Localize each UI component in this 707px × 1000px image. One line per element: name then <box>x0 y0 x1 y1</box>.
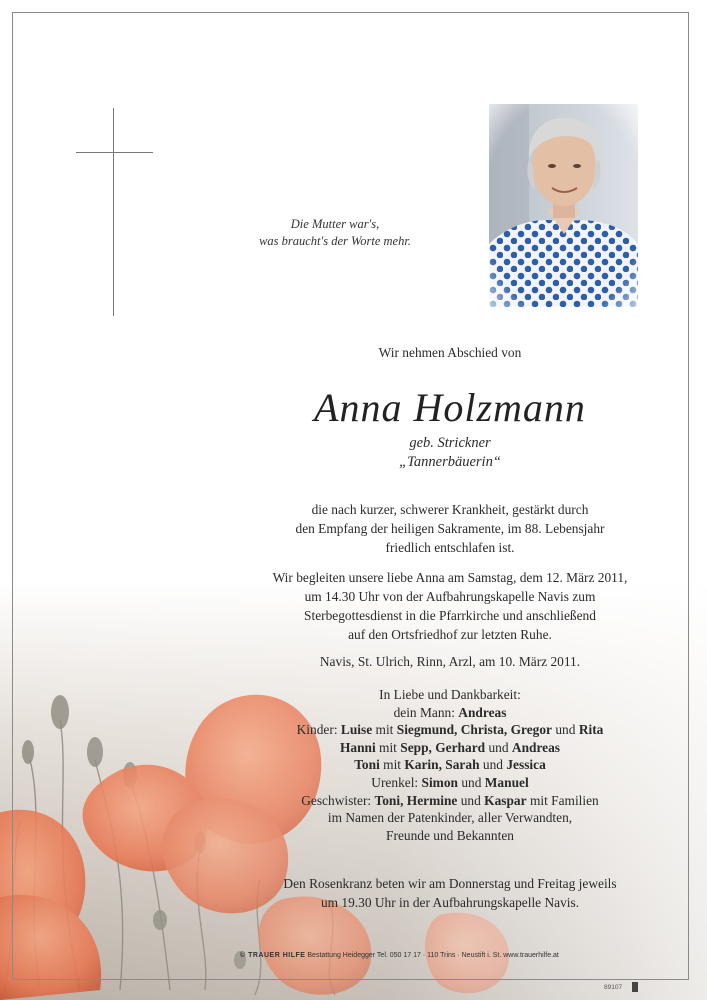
paragraph-line: Wir begleiten unsere liebe Anna am Samstag, dem 12. März 2011, <box>272 570 628 585</box>
partner-name-last: Jessica <box>506 757 546 773</box>
with-word: mit <box>383 757 402 773</box>
cross-vertical <box>113 108 114 316</box>
husband-prefix: dein Mann: <box>393 704 455 720</box>
family-children-line <box>200 721 700 739</box>
child-name: Hanni <box>339 739 376 755</box>
partner-name-last: Rita <box>578 722 604 738</box>
great-grandchild-name: Manuel <box>484 774 529 790</box>
godchildren-line: im Namen der Patenkinder, aller Verwandten, <box>327 810 573 826</box>
family-children-line <box>200 739 700 757</box>
partner-name-last: Andreas <box>511 739 561 755</box>
footer-brand: © TRAUER HILFE <box>240 952 306 959</box>
partner-names: Siegmund, Christa, Gregor <box>396 722 552 738</box>
with-word: mit <box>379 739 397 755</box>
paragraph-line: friedlich entschlafen ist. <box>385 540 515 555</box>
great-grandchild-name: Simon <box>421 774 458 790</box>
partner-names: Sepp, Gerhard <box>400 739 486 755</box>
place-and-date <box>200 652 700 671</box>
and-word: und <box>482 757 503 773</box>
footer-imprint <box>240 952 632 959</box>
rosary-paragraph <box>200 874 700 912</box>
deceased-subtitle <box>200 434 700 472</box>
portrait-photo-icon <box>489 104 638 307</box>
maiden-name: geb. Strickner <box>409 435 491 451</box>
and-word: und <box>461 774 482 790</box>
friends-line: Freunde und Bekannten <box>386 827 514 843</box>
and-word: und <box>555 722 576 738</box>
siblings-prefix: Geschwister: <box>301 792 372 808</box>
husband-name: Andreas <box>458 704 507 720</box>
family-siblings-line <box>200 792 700 810</box>
paragraph-line: um 19.30 Uhr in der Aufbahrungskapelle Navis. <box>320 895 580 910</box>
paragraph-line: auf den Ortsfriedhof zur letzten Ruhe. <box>348 627 552 642</box>
family-great-grandchildren-line <box>200 774 700 792</box>
intro-text: Wir nehmen Abschied von <box>378 345 522 360</box>
and-word: und <box>460 792 481 808</box>
partner-names: Karin, Sarah <box>404 757 480 773</box>
family-intro: In Liebe und Dankbarkeit: <box>379 687 521 702</box>
cross-horizontal <box>76 152 153 153</box>
great-grandchildren-prefix: Urenkel: <box>371 774 419 790</box>
paragraph-line: Sterbegottesdienst in die Pfarrkirche und anschließend <box>304 608 596 623</box>
paragraph-line: den Empfang der heiligen Sakramente, im 88. Lebensjahr <box>295 521 605 536</box>
sibling-names: Toni, Hermine <box>374 792 458 808</box>
paragraph-line: Den Rosenkranz beten wir am Donnerstag und Freitag jeweils <box>283 876 617 891</box>
with-word: mit <box>375 722 394 738</box>
motto-line-1: Die Mutter war's, <box>290 217 380 231</box>
family-list <box>200 686 700 844</box>
child-name: Toni <box>354 757 380 773</box>
funeral-details-paragraph <box>200 568 700 644</box>
family-husband-line <box>200 704 700 722</box>
deceased-name: Anna Holzmann <box>314 385 586 430</box>
motto-quote <box>215 216 455 250</box>
print-code: 89107 <box>604 984 623 991</box>
paragraph-line: die nach kurzer, schwerer Krankheit, gestärkt durch <box>311 502 589 517</box>
motto-line-2: was braucht's der Worte mehr. <box>259 234 411 248</box>
family-children-line <box>200 756 700 774</box>
printer-logo-icon <box>632 982 664 992</box>
siblings-suffix: mit Familien <box>529 792 599 808</box>
paragraph-line: um 14.30 Uhr von der Aufbahrungskapelle Navis zum <box>304 589 596 604</box>
children-prefix: Kinder: <box>296 722 338 738</box>
footer-details: Bestattung Heidegger Tel. 050 17 17 · 110 Trins · Neustift i. St. www.trauerhilfe.at <box>307 952 559 959</box>
and-word: und <box>488 739 509 755</box>
sibling-name-last: Kaspar <box>484 792 527 808</box>
intro-line <box>200 345 700 361</box>
nickname: „Tannerbäuerin“ <box>399 454 501 470</box>
death-notice-paragraph <box>200 500 700 557</box>
place-date-text: Navis, St. Ulrich, Rinn, Arzl, am 10. März 2011. <box>319 654 581 669</box>
child-name: Luise <box>340 722 373 738</box>
